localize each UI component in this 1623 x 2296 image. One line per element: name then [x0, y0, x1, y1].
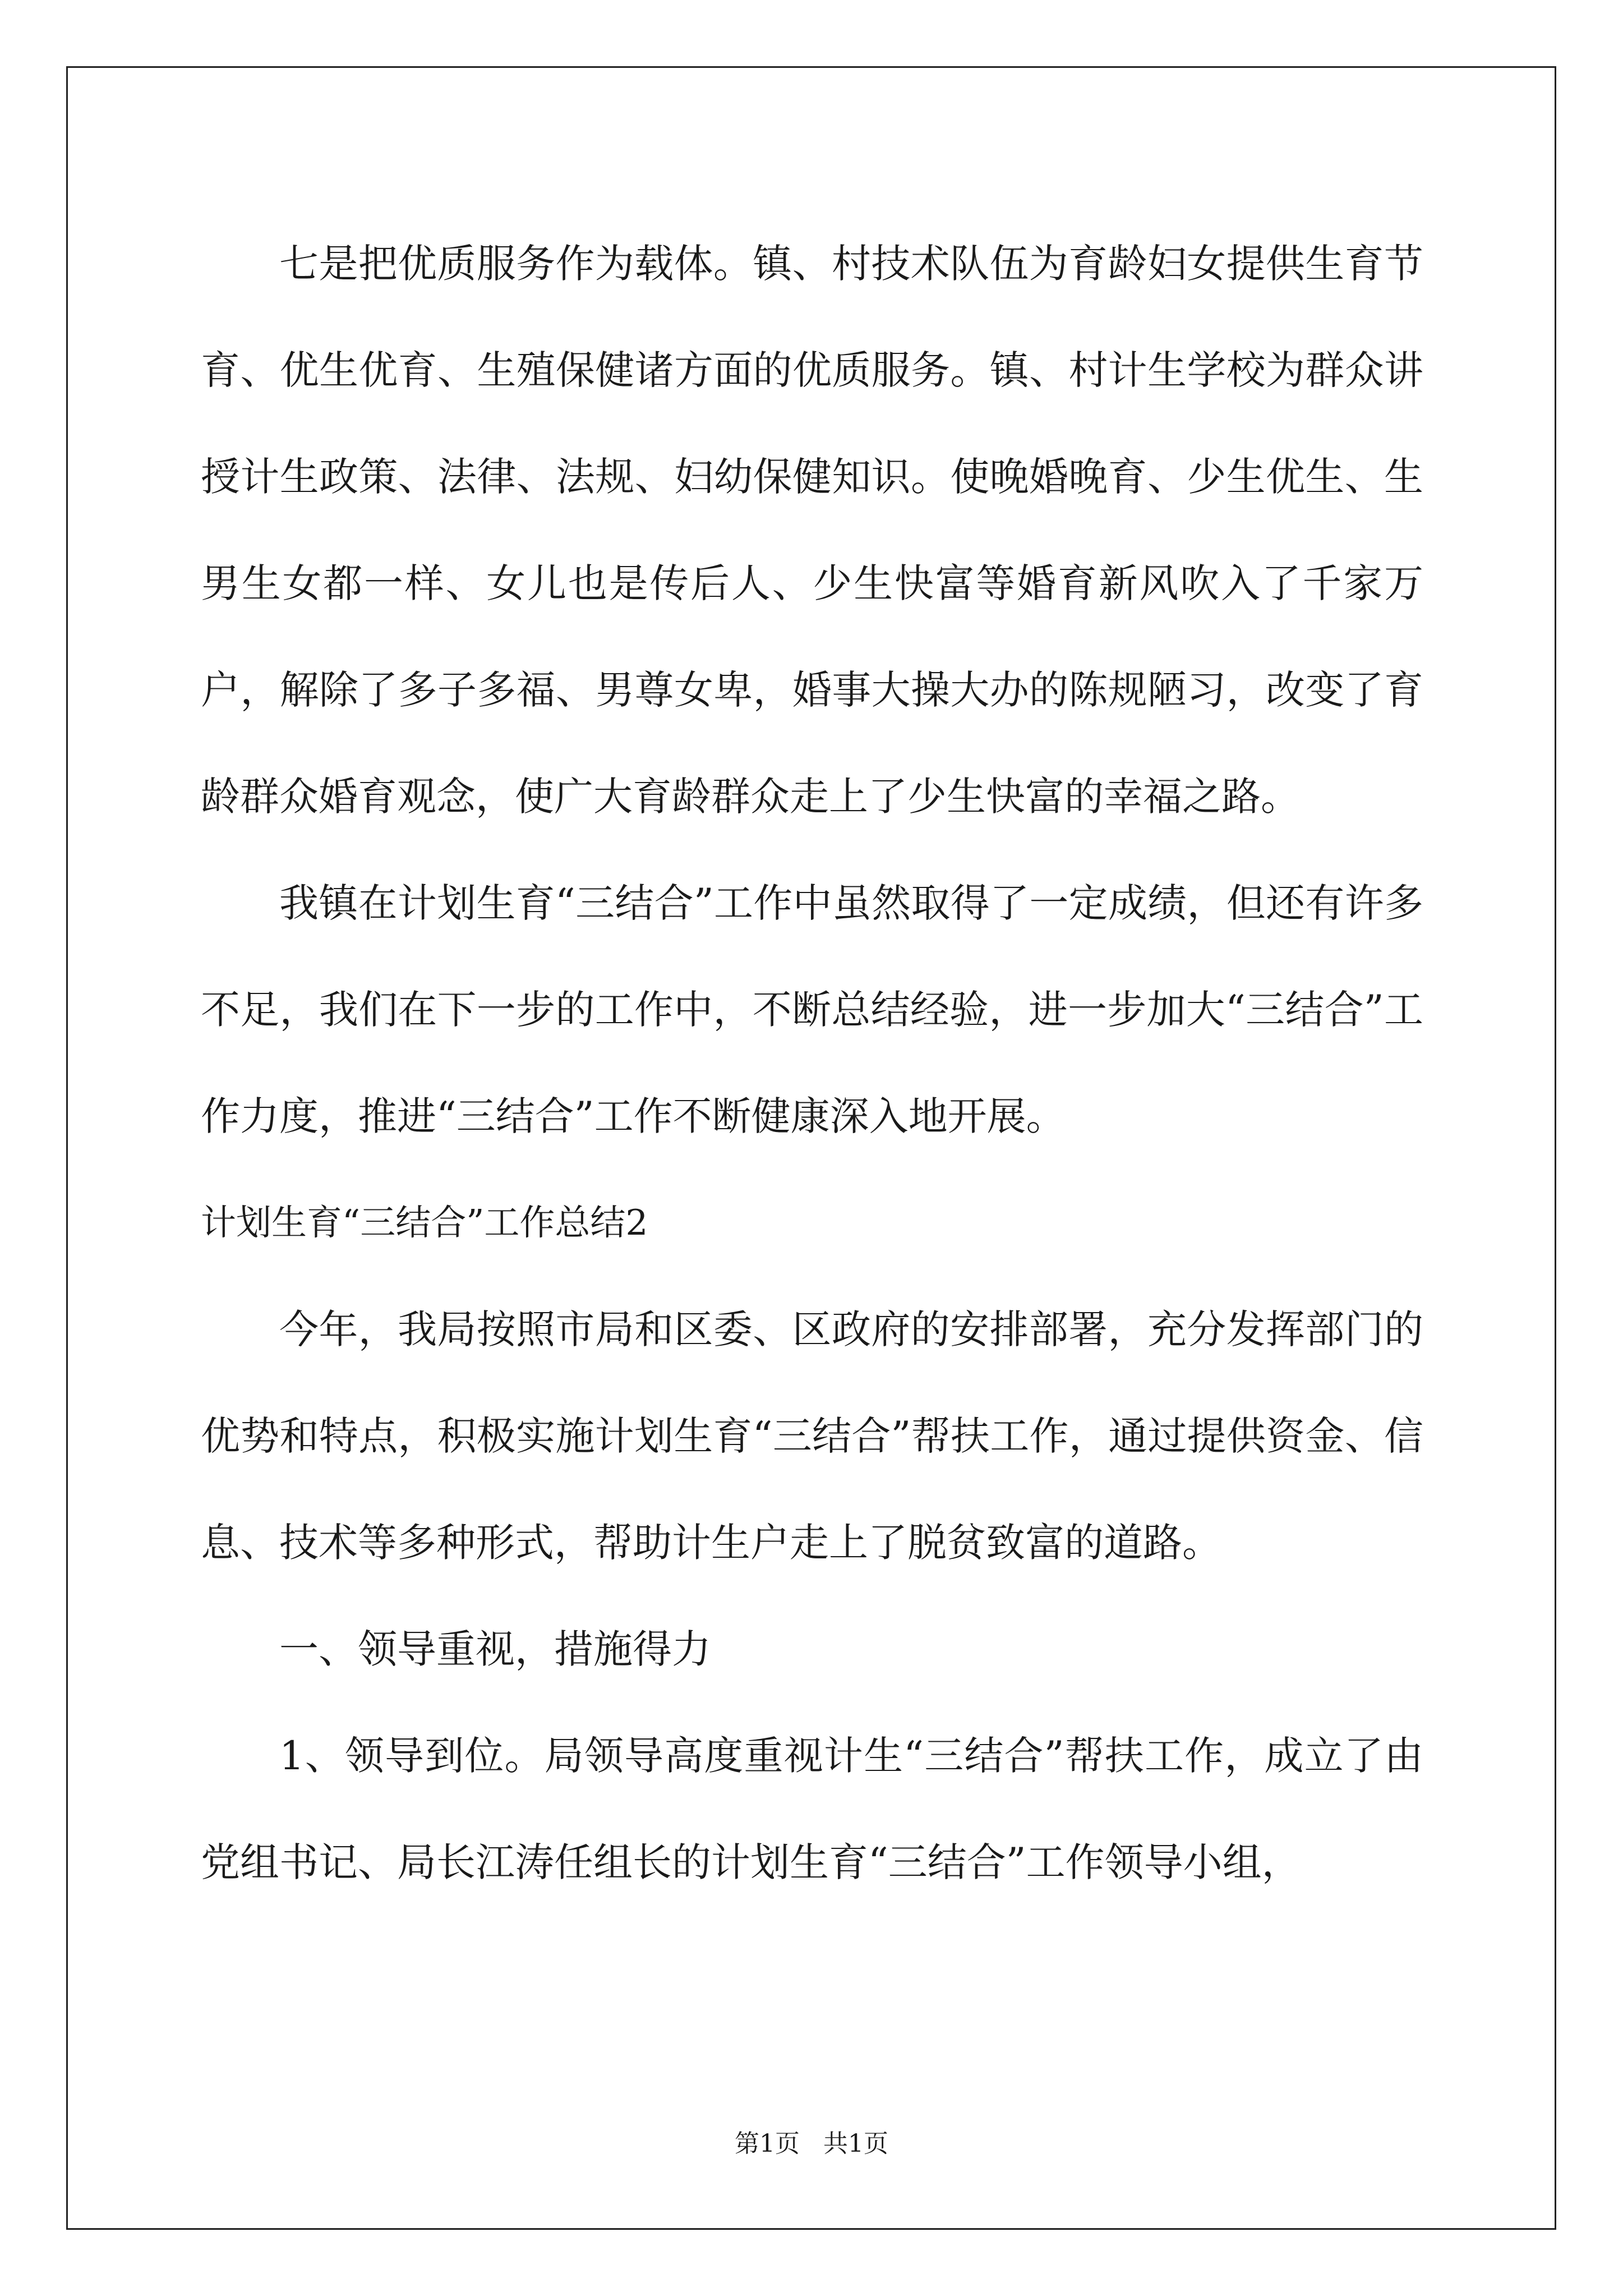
- paragraph-shortcomings: 我镇在计划生育“三结合”工作中虽然取得了一定成绩，但还有许多不足，我们在下一步的工作中，不断总结经验，进一步加大“三结合”工作力度，推进“三结合”工作不断健康深入地开展。: [201, 880, 1423, 1139]
- section-title: 计划生育“三结合”工作总结2: [201, 1202, 648, 1243]
- page-number: 第1页 共1页: [735, 2129, 888, 2158]
- paragraph-leadership-in-place: 1、领导到位。局领导高度重视计生“三结合”帮扶工作，成立了由党组书记、局长江涛任组长的计划生育“三结合”工作领导小组，: [201, 1733, 1423, 1885]
- paragraph-this-year: 今年，我局按照市局和区委、区政府的安排部署，充分发挥部门的优势和特点，积极实施计划生育“三结合”帮扶工作，通过提供资金、信息、技术等多种形式，帮助计生户走上了脱贫致富的道路。: [201, 1306, 1423, 1566]
- document-body: [201, 210, 1423, 1916]
- subheading-leadership: 一、领导重视，措施得力: [279, 1626, 711, 1672]
- paragraph-quality-service: 七是把优质服务作为载体。镇、村技术队伍为育龄妇女提供生育节育、优生优育、生殖保健诸方面的优质服务。镇、村计生学校为群众讲授计生政策、法律、法规、妇幼保健知识。使晚婚晚育、少生优生、生男生女都一样、女儿也是传后人、少生快富等婚育新风吹入了千家万户，解除了多子多福、男尊女卑，婚事大操大办的陈规陋习，改变了育龄群众婚育观念，使广大育龄群众走上了少生快富的幸福之路。: [201, 241, 1423, 820]
